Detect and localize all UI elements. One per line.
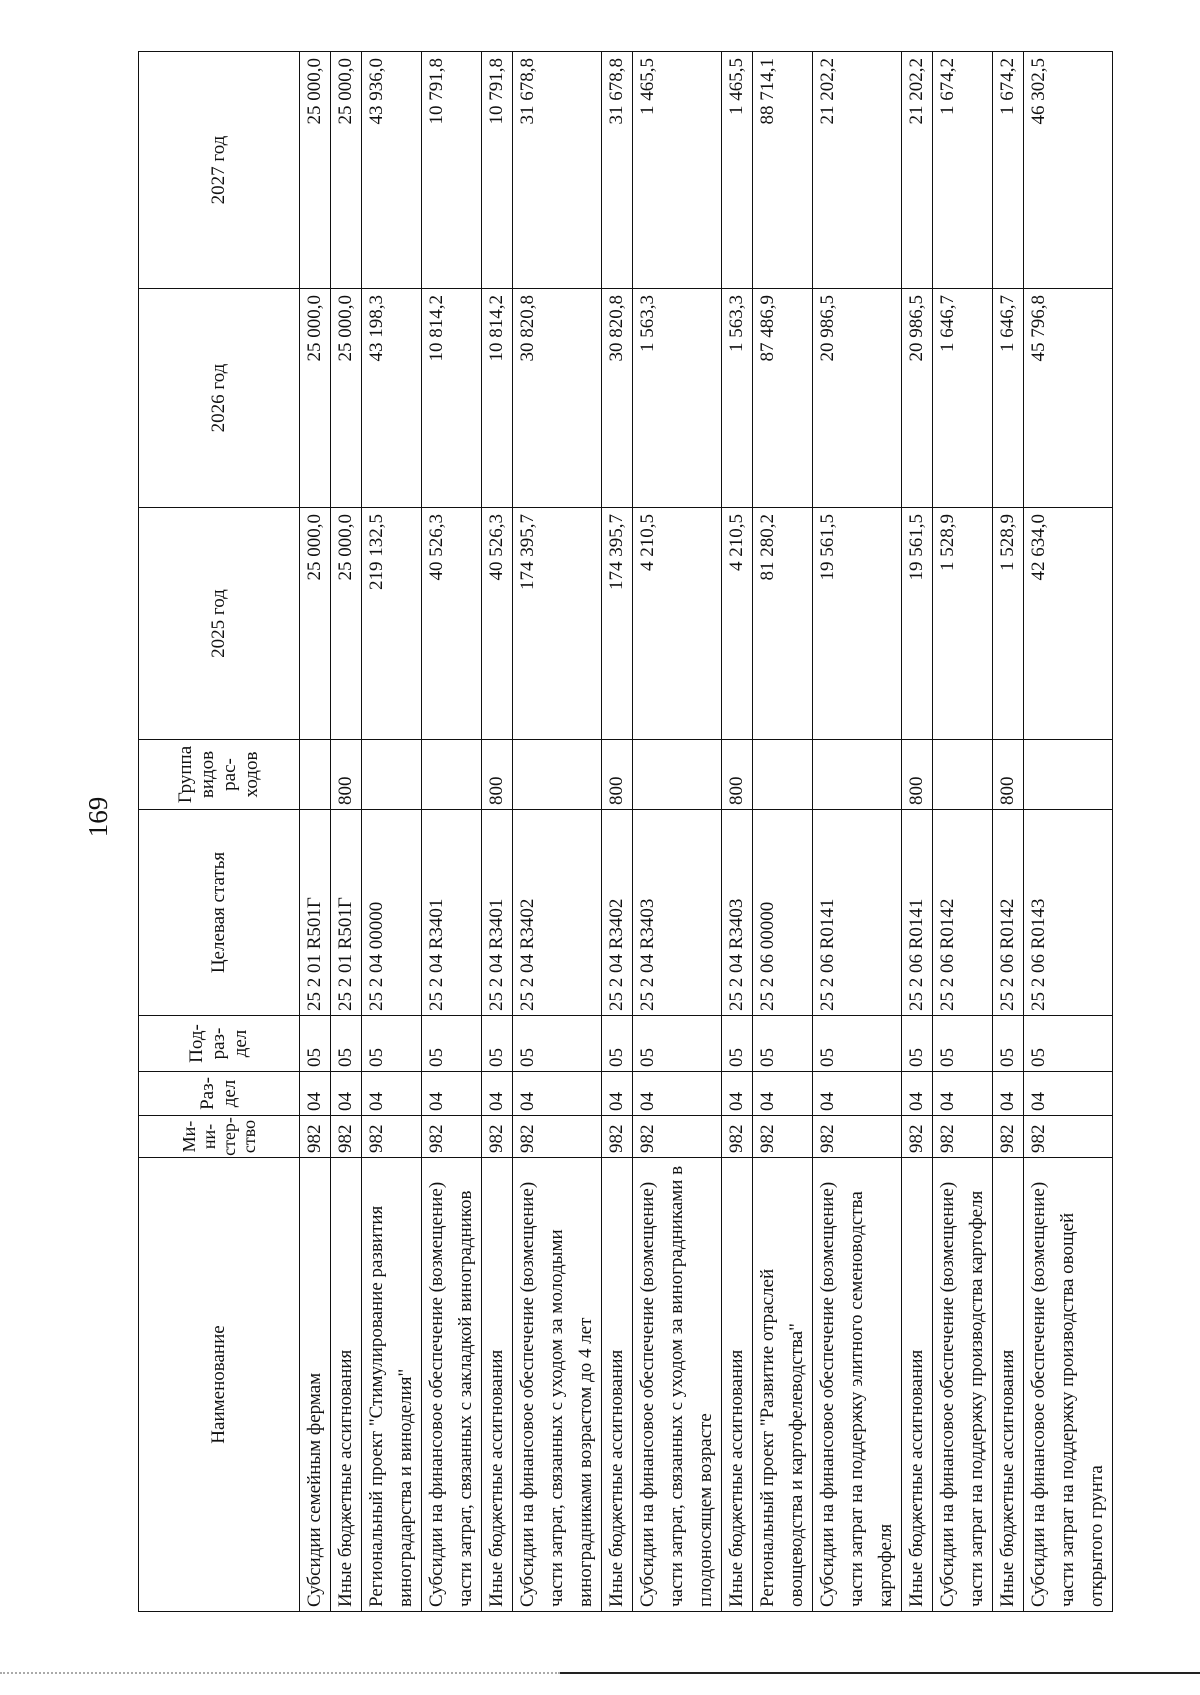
table-header-row [139, 52, 300, 1612]
cell-ministry: 982 [422, 1116, 482, 1158]
cell-2026: 10 814,2 [482, 289, 513, 508]
table-row [362, 52, 422, 1612]
cell-expense-group: 800 [482, 740, 513, 810]
header-2026: 2026 год [139, 289, 300, 508]
cell-2027: 10 791,8 [482, 52, 513, 289]
cell-name: Субсидии на финансовое обеспечение (возмещение) части затрат, связанных с уходом за виноградниками в плодоносящем возрасте [633, 1158, 722, 1612]
cell-2027: 25 000,0 [300, 52, 331, 289]
cell-name: Иные бюджетные ассигнования [602, 1158, 633, 1612]
cell-ministry: 982 [482, 1116, 513, 1158]
table-row [602, 52, 633, 1612]
cell-2025: 19 561,5 [902, 508, 933, 740]
cell-ministry: 982 [513, 1116, 602, 1158]
cell-expense-group: 800 [993, 740, 1024, 810]
rotated-table-wrapper [138, 52, 1107, 1612]
cell-2027: 1 674,2 [933, 52, 993, 289]
header-name: Наименование [139, 1158, 300, 1612]
cell-2026: 45 796,8 [1024, 289, 1113, 508]
header-target-article: Целевая статья [139, 810, 300, 1016]
cell-target-article: 25 2 06 R0142 [933, 810, 993, 1016]
header-expense-group: Группа видов рас- ходов [139, 740, 300, 810]
cell-name: Субсидии на финансовое обеспечение (возмещение) части затрат на поддержку производства картофеля [933, 1158, 993, 1612]
cell-ministry: 982 [300, 1116, 331, 1158]
cell-2025: 4 210,5 [633, 508, 722, 740]
cell-subsection: 05 [933, 1016, 993, 1072]
cell-expense-group [513, 740, 602, 810]
cell-2025: 4 210,5 [722, 508, 753, 740]
cell-ministry: 982 [813, 1116, 902, 1158]
cell-2027: 25 000,0 [331, 52, 362, 289]
cell-2026: 1 646,7 [993, 289, 1024, 508]
cell-2026: 1 563,3 [722, 289, 753, 508]
cell-section: 04 [422, 1072, 482, 1116]
cell-section: 04 [933, 1072, 993, 1116]
cell-name: Субсидии на финансовое обеспечение (возмещение) части затрат, связанных с закладкой виноградников [422, 1158, 482, 1612]
cell-target-article: 25 2 04 00000 [362, 810, 422, 1016]
cell-subsection: 05 [993, 1016, 1024, 1072]
cell-2026: 1 646,7 [933, 289, 993, 508]
cell-subsection: 05 [753, 1016, 813, 1072]
cell-2027: 46 302,5 [1024, 52, 1113, 289]
cell-ministry: 982 [602, 1116, 633, 1158]
cell-section: 04 [513, 1072, 602, 1116]
cell-section: 04 [1024, 1072, 1113, 1116]
cell-ministry: 982 [753, 1116, 813, 1158]
cell-2027: 31 678,8 [602, 52, 633, 289]
cell-section: 04 [902, 1072, 933, 1116]
table-row [813, 52, 902, 1612]
cell-2025: 81 280,2 [753, 508, 813, 740]
cell-expense-group: 800 [331, 740, 362, 810]
table-row [300, 52, 331, 1612]
cell-section: 04 [331, 1072, 362, 1116]
cell-target-article: 25 2 01 R501Г [331, 810, 362, 1016]
cell-name: Субсидии на финансовое обеспечение (возмещение) части затрат на поддержку элитного семеноводства картофеля [813, 1158, 902, 1612]
cell-2026: 20 986,5 [902, 289, 933, 508]
cell-2026: 20 986,5 [813, 289, 902, 508]
cell-2026: 87 486,9 [753, 289, 813, 508]
cell-ministry: 982 [362, 1116, 422, 1158]
table-row [482, 52, 513, 1612]
cell-2027: 10 791,8 [422, 52, 482, 289]
cell-2025: 1 528,9 [993, 508, 1024, 740]
footer-scan-line-faint [0, 1672, 560, 1674]
cell-2026: 30 820,8 [513, 289, 602, 508]
cell-subsection: 05 [813, 1016, 902, 1072]
cell-expense-group [422, 740, 482, 810]
cell-2025: 25 000,0 [300, 508, 331, 740]
cell-name: Иные бюджетные ассигнования [902, 1158, 933, 1612]
table-row [422, 52, 482, 1612]
cell-2027: 1 465,5 [633, 52, 722, 289]
cell-2025: 19 561,5 [813, 508, 902, 740]
cell-section: 04 [300, 1072, 331, 1116]
cell-name: Региональный проект "Развитие отраслей овощеводства и картофелеводства" [753, 1158, 813, 1612]
cell-target-article: 25 2 06 00000 [753, 810, 813, 1016]
cell-name: Региональный проект "Стимулирование развития виноградарства и виноделия" [362, 1158, 422, 1612]
cell-2027: 21 202,2 [902, 52, 933, 289]
budget-table [138, 51, 1113, 1612]
cell-expense-group: 800 [722, 740, 753, 810]
cell-subsection: 05 [513, 1016, 602, 1072]
cell-2026: 25 000,0 [331, 289, 362, 508]
cell-name: Иные бюджетные ассигнования [482, 1158, 513, 1612]
cell-ministry: 982 [331, 1116, 362, 1158]
cell-target-article: 25 2 06 R0143 [1024, 810, 1113, 1016]
cell-2027: 1 465,5 [722, 52, 753, 289]
cell-subsection: 05 [422, 1016, 482, 1072]
cell-target-article: 25 2 01 R501Г [300, 810, 331, 1016]
cell-target-article: 25 2 06 R0141 [813, 810, 902, 1016]
cell-2026: 10 814,2 [422, 289, 482, 508]
cell-name: Субсидии на финансовое обеспечение (возмещение) части затрат на поддержку производства овощей открытого грунта [1024, 1158, 1113, 1612]
cell-2025: 1 528,9 [933, 508, 993, 740]
cell-target-article: 25 2 04 R3403 [633, 810, 722, 1016]
cell-expense-group: 800 [902, 740, 933, 810]
cell-subsection: 05 [362, 1016, 422, 1072]
cell-section: 04 [722, 1072, 753, 1116]
cell-2027: 88 714,1 [753, 52, 813, 289]
header-subsection: Под- раз- дел [139, 1016, 300, 1072]
cell-subsection: 05 [1024, 1016, 1113, 1072]
cell-name: Субсидии семейным фермам [300, 1158, 331, 1612]
cell-2027: 31 678,8 [513, 52, 602, 289]
table-row [933, 52, 993, 1612]
cell-expense-group [633, 740, 722, 810]
header-ministry: Ми- ни- стер- ство [139, 1116, 300, 1158]
cell-ministry: 982 [933, 1116, 993, 1158]
cell-2025: 174 395,7 [513, 508, 602, 740]
cell-subsection: 05 [331, 1016, 362, 1072]
header-section: Раз- дел [139, 1072, 300, 1116]
cell-name: Иные бюджетные ассигнования [993, 1158, 1024, 1612]
cell-2027: 43 936,0 [362, 52, 422, 289]
cell-2026: 25 000,0 [300, 289, 331, 508]
cell-target-article: 25 2 04 R3402 [602, 810, 633, 1016]
table-row [902, 52, 933, 1612]
page-number: 169 [83, 796, 113, 838]
cell-ministry: 982 [902, 1116, 933, 1158]
cell-target-article: 25 2 04 R3401 [422, 810, 482, 1016]
cell-subsection: 05 [722, 1016, 753, 1072]
table-row [633, 52, 722, 1612]
cell-name: Иные бюджетные ассигнования [331, 1158, 362, 1612]
cell-expense-group [933, 740, 993, 810]
cell-2025: 25 000,0 [331, 508, 362, 740]
cell-section: 04 [753, 1072, 813, 1116]
cell-target-article: 25 2 06 R0142 [993, 810, 1024, 1016]
cell-ministry: 982 [993, 1116, 1024, 1158]
table-row [753, 52, 813, 1612]
table-row [513, 52, 602, 1612]
table-body [300, 52, 1113, 1612]
cell-2025: 40 526,3 [482, 508, 513, 740]
cell-ministry: 982 [1024, 1116, 1113, 1158]
cell-target-article: 25 2 04 R3401 [482, 810, 513, 1016]
cell-target-article: 25 2 06 R0141 [902, 810, 933, 1016]
cell-expense-group [753, 740, 813, 810]
header-2025: 2025 год [139, 508, 300, 740]
cell-subsection: 05 [902, 1016, 933, 1072]
cell-expense-group [813, 740, 902, 810]
cell-section: 04 [993, 1072, 1024, 1116]
cell-section: 04 [602, 1072, 633, 1116]
cell-2025: 174 395,7 [602, 508, 633, 740]
table-row [993, 52, 1024, 1612]
cell-ministry: 982 [722, 1116, 753, 1158]
cell-subsection: 05 [300, 1016, 331, 1072]
cell-name: Субсидии на финансовое обеспечение (возмещение) части затрат, связанных с уходом за молодыми виноградниками возрастом до 4 лет [513, 1158, 602, 1612]
cell-name: Иные бюджетные ассигнования [722, 1158, 753, 1612]
cell-expense-group [300, 740, 331, 810]
cell-2026: 30 820,8 [602, 289, 633, 508]
cell-2025: 40 526,3 [422, 508, 482, 740]
cell-subsection: 05 [482, 1016, 513, 1072]
cell-2025: 42 634,0 [1024, 508, 1113, 740]
cell-section: 04 [633, 1072, 722, 1116]
header-2027: 2027 год [139, 52, 300, 289]
cell-2025: 219 132,5 [362, 508, 422, 740]
cell-ministry: 982 [633, 1116, 722, 1158]
cell-expense-group [362, 740, 422, 810]
cell-subsection: 05 [602, 1016, 633, 1072]
cell-target-article: 25 2 04 R3402 [513, 810, 602, 1016]
table-row [722, 52, 753, 1612]
cell-section: 04 [482, 1072, 513, 1116]
cell-expense-group [1024, 740, 1113, 810]
cell-2027: 21 202,2 [813, 52, 902, 289]
cell-section: 04 [813, 1072, 902, 1116]
cell-target-article: 25 2 04 R3403 [722, 810, 753, 1016]
cell-subsection: 05 [633, 1016, 722, 1072]
footer-scan-line [560, 1672, 1200, 1674]
cell-2026: 43 198,3 [362, 289, 422, 508]
cell-2027: 1 674,2 [993, 52, 1024, 289]
cell-2026: 1 563,3 [633, 289, 722, 508]
cell-expense-group: 800 [602, 740, 633, 810]
cell-section: 04 [362, 1072, 422, 1116]
table-row [1024, 52, 1113, 1612]
table-row [331, 52, 362, 1612]
